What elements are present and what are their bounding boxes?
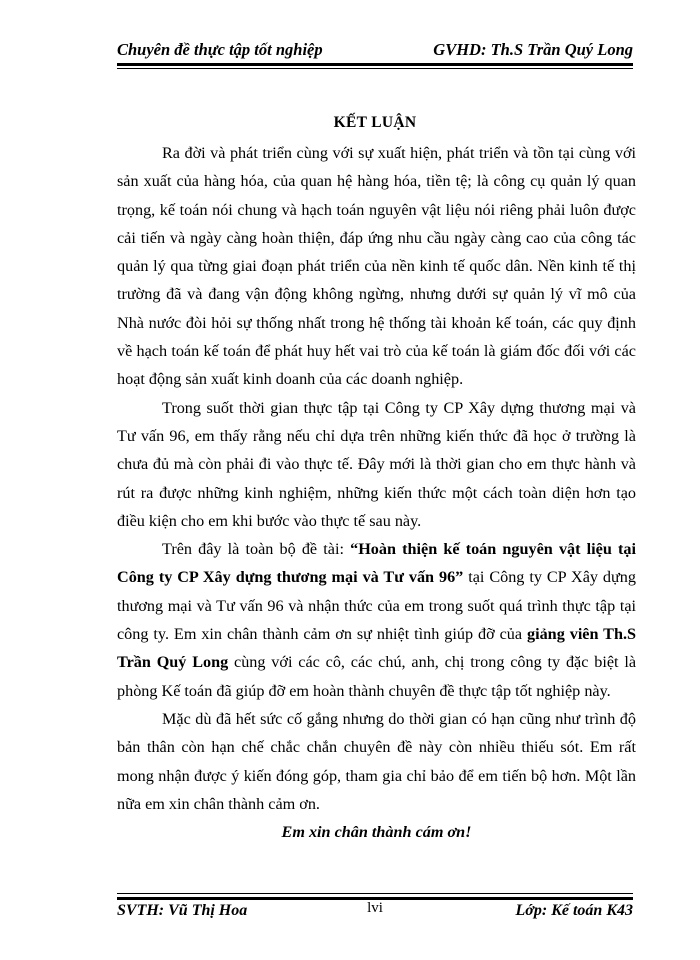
paragraph-3-middle: tại Công ty CP Xây dựng thương mại và Tư vấn 96 và nhận thức của em trong suốt quá trình thực tập tại công ty. Em xin chân thành cảm ơn sự nhiệt tình giúp đỡ của: [117, 568, 636, 644]
document-body: [117, 139, 636, 846]
paragraph-3-intro: Trên đây là toàn bộ đề tài:: [162, 540, 351, 559]
footer-rule-thin: [117, 893, 633, 894]
paragraph-1: Ra đời và phát triển cùng với sự xuất hiện, phát triển và tồn tại cùng với sản xuất của hàng hóa, của quan hệ hàng hóa, tiền tệ; là công cụ quản lý quan trọng, kế toán nói chung và hạch toán nguyên vật liệu nói riêng phải luôn được cải tiến và ngày càng hoàn thiện, đáp ứng nhu cầu ngày càng cao của công tác quản lý qua từng giai đoạn phát triển của nền kinh tế quốc dân. Nền kinh tế thị trường đã và đang vận động không ngừng, nhưng dưới sự quản lý vĩ mô của Nhà nước đòi hỏi sự thống nhất trong hệ thống tài khoản kế toán, các quy định về hạch toán kế toán để phát huy hết vai trò của kế toán là giám đốc đối với các hoạt động sản xuất kinh doanh của các doanh nghiệp.: [117, 144, 636, 389]
closing-line: Em xin chân thành cám ơn!: [281, 823, 472, 842]
header-left: Chuyên đề thực tập tốt nghiệp: [117, 40, 323, 59]
page-header: [117, 40, 633, 60]
paragraph-4: Mặc dù đã hết sức cố gắng nhưng do thời gian có hạn cũng như trình độ bản thân còn hạn chế chắc chắn chuyên đề này còn nhiều thiếu sót. Em rất mong nhận được ý kiến đóng góp, tham gia chỉ bảo để em tiến bộ hơn. Một lần nữa em xin chân thành cảm ơn.: [117, 709, 636, 813]
paragraph-2: Trong suốt thời gian thực tập tại Công ty CP Xây dựng thương mại và Tư vấn 96, em thấy rằng nếu chỉ dựa trên những kiến thức đã học ở trường là chưa đủ mà còn phải đi vào thực tế. Đây mới là thời gian cho em thực hành và rút ra được những kinh nghiệm, những kiến thức một cách toàn diện hơn tạo điều kiện cho em khi bước vào thực tế sau này.: [117, 398, 636, 530]
header-rule-thick: [117, 63, 633, 66]
header-right: GVHD: Th.S Trần Quý Long: [433, 40, 633, 59]
paragraph-3: [117, 535, 636, 705]
supervisor-name: giảng viên Th.S Trần Quý Long: [117, 625, 636, 672]
header-rule-thin: [117, 68, 633, 69]
paragraph-3-end: cùng với các cô, các chú, anh, chị trong công ty đặc biệt là phòng Kế toán đã giúp đỡ em hoàn thành chuyên đề thực tập tốt nghiệp này.: [117, 653, 636, 700]
footer-left: SVTH: Vũ Thị Hoa: [117, 902, 248, 919]
thesis-topic: “Hoàn thiện kế toán nguyên vật liệu tại Công ty CP Xây dựng thương mại và Tư vấn 96”: [117, 540, 636, 587]
footer-right: Lớp: Kế toán K43: [515, 902, 633, 919]
section-title: KẾT LUẬN: [333, 114, 417, 131]
page-number: lvi: [367, 900, 383, 916]
